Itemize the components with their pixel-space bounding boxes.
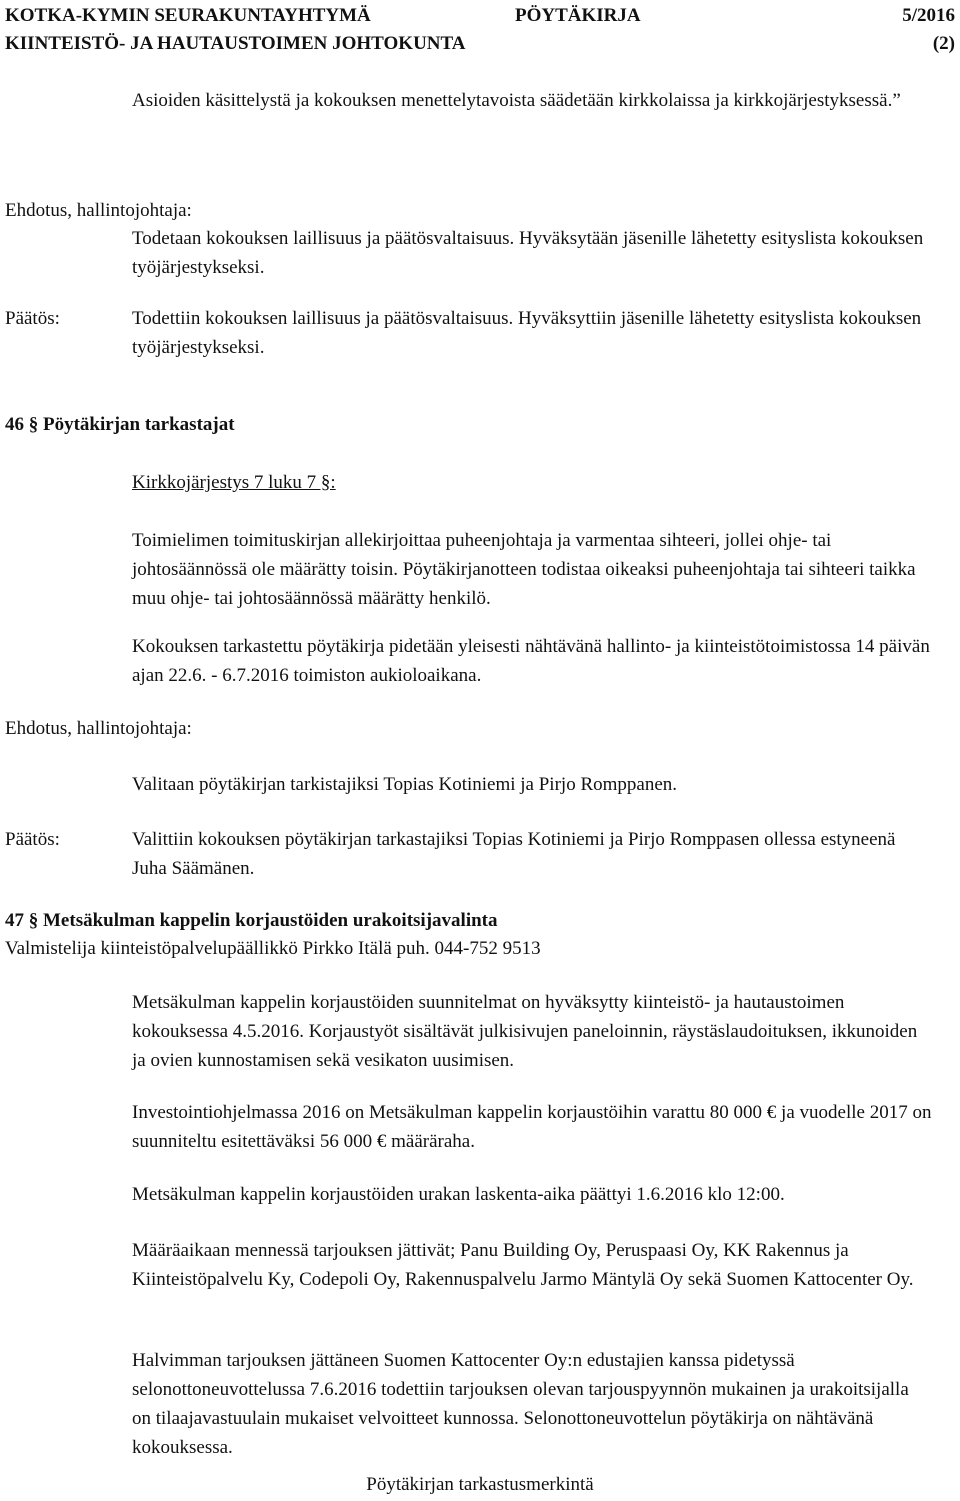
document-number: 5/2016 [902,5,955,26]
document-type: PÖYTÄKIRJA [515,5,641,26]
intro-paragraph: Asioiden käsittelystä ja kokouksen menettelytavoista säädetään kirkkolaissa ja kirkkojärjestyksessä.” [132,90,901,111]
header-line-1 [5,4,955,28]
section-46-paragraph-2: Kokouksen tarkastettu pöytäkirja pidetään yleisesti nähtävänä hallinto- ja kiinteistötoimistossa 14 päivän ajan 22.6. - 6.7.2016 toimiston aukioloaikana. [132,636,930,686]
board-name: KIINTEISTÖ- JA HAUTAUSTOIMEN JOHTOKUNTA [5,33,466,54]
footer-note: Pöytäkirjan tarkastusmerkintä [366,1474,594,1495]
decision-label: Päätös: [5,308,60,329]
section-47-paragraph-2: Investointiohjelmassa 2016 on Metsäkulman kappelin korjaustöihin varattu 80 000 € ja vuodelle 2017 on suunniteltu esitettäväksi 56 000 € määräraha. [132,1102,932,1152]
section-47-paragraph-3: Metsäkulman kappelin korjaustöiden urakan laskenta-aika päättyi 1.6.2016 klo 12:00. [132,1184,785,1205]
proposal-text: Todetaan kokouksen laillisuus ja päätösvaltaisuus. Hyväksytään jäsenille lähetetty esityslista kokouksen työjärjestykseksi. [132,228,924,278]
section-46-paragraph-1: Toimielimen toimituskirjan allekirjoittaa puheenjohtaja ja varmentaa sihteeri, jollei ohje- tai johtosäännössä ole määrätty toisin. Pöytäkirjanotteen todistaa oikeaksi puheenjohtaja tai sihteeri taikka muu ohje- tai johtosäännössä määrätty henkilö. [132,530,916,609]
section-47-heading: 47 § Metsäkulman kappelin korjaustöiden urakoitsijavalinta [5,910,498,931]
proposal-label: Ehdotus, hallintojohtaja: [5,200,192,221]
section-47-paragraph-5: Halvimman tarjouksen jättäneen Suomen Kattocenter Oy:n edustajien kanssa pidetyssä selonottoneuvottelussa 7.6.2016 todettiin tarjouksen olevan tarjouspyynnön mukainen ja urakoitsijalla on tilaajavastuulain mukaiset velvoitteet kunnossa. Selonottoneuvottelun pöytäkirja on nähtävänä kokouksessa. [132,1350,909,1458]
section-46-proposal-label: Ehdotus, hallintojohtaja: [5,718,192,739]
section-46-reference: Kirkkojärjestys 7 luku 7 §: [132,472,336,493]
section-47-preparer: Valmistelija kiinteistöpalvelupäällikkö Pirkko Itälä puh. 044-752 9513 [5,938,541,959]
section-47-paragraph-1: Metsäkulman kappelin korjaustöiden suunnitelmat on hyväksytty kiinteistö- ja hautaustoimen kokouksessa 4.5.2016. Korjaustyöt sisältävät julkisivujen paneloinnin, räystäslaudoituksen, ikkunoiden ja ovien kunnostamisen sekä vesikaton uusimisen. [132,992,918,1071]
decision-text: Todettiin kokouksen laillisuus ja päätösvaltaisuus. Hyväksyttiin jäsenille lähetetty esityslista kokouksen työjärjestykseksi. [132,308,922,358]
section-46-decision-text: Valittiin kokouksen pöytäkirjan tarkastajiksi Topias Kotiniemi ja Pirjo Romppasen ollessa estyneenä Juha Säämänen. [132,829,896,879]
section-47-paragraph-4: Määräaikaan mennessä tarjouksen jättivät; Panu Building Oy, Peruspaasi Oy, KK Rakennus ja Kiinteistöpalvelu Ky, Codepoli Oy, Rakennuspalvelu Jarmo Mäntylä Oy sekä Suomen Kattocenter Oy. [132,1240,914,1290]
section-46-proposal-text: Valitaan pöytäkirjan tarkistajiksi Topias Kotiniemi ja Pirjo Romppanen. [132,774,678,795]
page-number: (2) [932,33,955,54]
section-46-decision-label: Päätös: [5,829,60,850]
header-line-2 [5,32,955,56]
organization-name: KOTKA-KYMIN SEURAKUNTAYHTYMÄ [5,5,371,26]
section-46-heading: 46 § Pöytäkirjan tarkastajat [5,414,235,435]
